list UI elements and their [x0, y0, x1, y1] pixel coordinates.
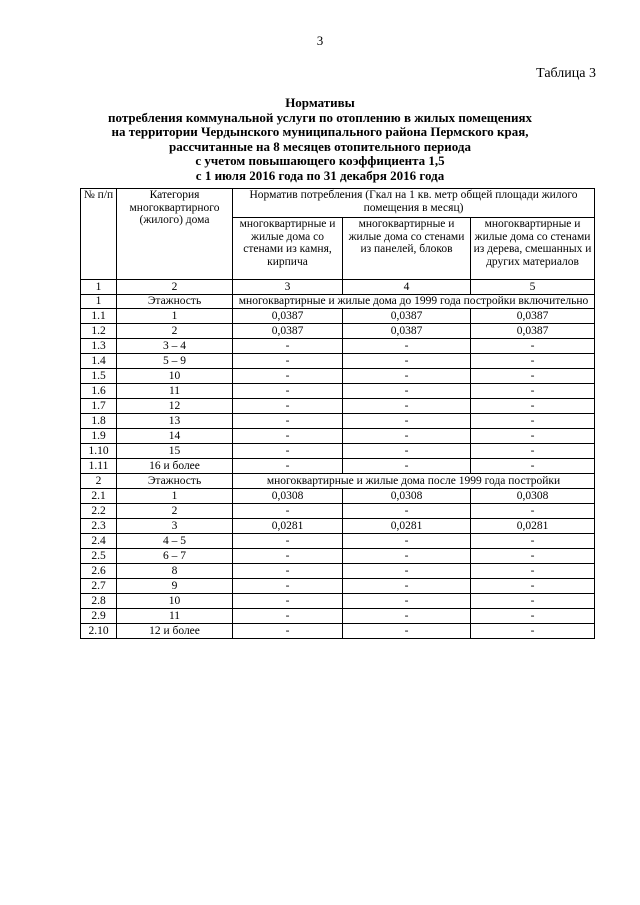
- section-2-header: [81, 473, 595, 488]
- value-panel: 0,0281: [343, 518, 471, 533]
- table-row: [81, 338, 595, 353]
- value-wood: -: [471, 623, 595, 638]
- value-panel: 0,0308: [343, 488, 471, 503]
- value-wood: -: [471, 338, 595, 353]
- value-stone: -: [233, 428, 343, 443]
- section-label: Этажность: [117, 473, 233, 488]
- row-floors: 12: [117, 398, 233, 413]
- table-row: [81, 428, 595, 443]
- table-row: [81, 488, 595, 503]
- table-row: [81, 578, 595, 593]
- value-wood: -: [471, 608, 595, 623]
- row-number: 1.10: [81, 443, 117, 458]
- table-row: [81, 623, 595, 638]
- value-wood: -: [471, 563, 595, 578]
- row-number: 2.5: [81, 548, 117, 563]
- row-number: 2.3: [81, 518, 117, 533]
- title-line: с учетом повышающего коэффициента 1,5: [195, 153, 445, 168]
- value-wood: -: [471, 578, 595, 593]
- row-number: 1.1: [81, 308, 117, 323]
- table-row: [81, 608, 595, 623]
- table-row: [81, 368, 595, 383]
- row-floors: 11: [117, 383, 233, 398]
- table-row: [81, 533, 595, 548]
- value-wood: -: [471, 548, 595, 563]
- document-title: [60, 96, 580, 183]
- column-number: 1: [81, 280, 117, 295]
- column-number-row: [81, 280, 595, 295]
- row-floors: 5 – 9: [117, 353, 233, 368]
- row-floors: 3 – 4: [117, 338, 233, 353]
- header-row: [81, 189, 595, 218]
- row-floors: 14: [117, 428, 233, 443]
- row-number: 1.3: [81, 338, 117, 353]
- value-stone: -: [233, 593, 343, 608]
- row-floors: 2: [117, 503, 233, 518]
- column-number: 3: [233, 280, 343, 295]
- header-num: № п/п: [81, 189, 117, 280]
- column-number: 2: [117, 280, 233, 295]
- value-wood: 0,0387: [471, 308, 595, 323]
- value-panel: -: [343, 368, 471, 383]
- value-panel: -: [343, 578, 471, 593]
- section-description: многоквартирные и жилые дома после 1999 года постройки: [233, 473, 595, 488]
- row-floors: 1: [117, 308, 233, 323]
- table-row: [81, 383, 595, 398]
- section-label: Этажность: [117, 295, 233, 309]
- value-panel: -: [343, 593, 471, 608]
- value-stone: -: [233, 443, 343, 458]
- row-number: 2.4: [81, 533, 117, 548]
- row-number: 1.4: [81, 353, 117, 368]
- row-floors: 8: [117, 563, 233, 578]
- table-row: [81, 503, 595, 518]
- value-stone: -: [233, 368, 343, 383]
- table-row: [81, 563, 595, 578]
- column-number: 4: [343, 280, 471, 295]
- value-stone: 0,0281: [233, 518, 343, 533]
- row-number: 2.6: [81, 563, 117, 578]
- value-wood: -: [471, 353, 595, 368]
- value-stone: 0,0308: [233, 488, 343, 503]
- row-floors: 2: [117, 323, 233, 338]
- row-floors: 12 и более: [117, 623, 233, 638]
- value-stone: -: [233, 548, 343, 563]
- value-stone: -: [233, 563, 343, 578]
- value-wood: 0,0387: [471, 323, 595, 338]
- title-line: потребления коммунальной услуги по отоплению в жилых помещениях: [108, 109, 532, 125]
- value-stone: -: [233, 338, 343, 353]
- row-number: 1.2: [81, 323, 117, 338]
- row-floors: 16 и более: [117, 458, 233, 473]
- value-wood: -: [471, 443, 595, 458]
- value-wood: -: [471, 368, 595, 383]
- value-stone: -: [233, 623, 343, 638]
- value-wood: -: [471, 413, 595, 428]
- row-number: 1.7: [81, 398, 117, 413]
- value-panel: -: [343, 413, 471, 428]
- value-panel: -: [343, 458, 471, 473]
- value-stone: -: [233, 608, 343, 623]
- table-row: [81, 518, 595, 533]
- value-panel: -: [343, 383, 471, 398]
- column-number: 5: [471, 280, 595, 295]
- row-floors: 11: [117, 608, 233, 623]
- value-stone: -: [233, 413, 343, 428]
- row-number: 1.8: [81, 413, 117, 428]
- value-wood: 0,0281: [471, 518, 595, 533]
- table-row: [81, 458, 595, 473]
- norms-table: [80, 188, 595, 639]
- header-norm: Норматив потребления (Гкал на 1 кв. метр общей площади жилого помещения в месяц): [233, 189, 595, 218]
- value-panel: -: [343, 608, 471, 623]
- section-1-header: [81, 295, 595, 309]
- subheader-wood: многоквартирные и жилые дома со стенами из дерева, смешанных и других материалов: [471, 218, 595, 280]
- table-label: Таблица 3: [536, 66, 596, 81]
- value-panel: -: [343, 563, 471, 578]
- row-floors: 9: [117, 578, 233, 593]
- value-panel: -: [343, 353, 471, 368]
- table-row: [81, 443, 595, 458]
- value-panel: -: [343, 443, 471, 458]
- table-row: [81, 353, 595, 368]
- table-row: [81, 548, 595, 563]
- row-floors: 1: [117, 488, 233, 503]
- section-number: 2: [81, 473, 117, 488]
- value-stone: -: [233, 398, 343, 413]
- value-panel: 0,0387: [343, 323, 471, 338]
- value-panel: -: [343, 338, 471, 353]
- value-panel: 0,0387: [343, 308, 471, 323]
- table-row: [81, 593, 595, 608]
- value-panel: -: [343, 398, 471, 413]
- subheader-panel: многоквартирные и жилые дома со стенами из панелей, блоков: [343, 218, 471, 280]
- row-number: 1.5: [81, 368, 117, 383]
- table-row: [81, 308, 595, 323]
- value-wood: -: [471, 458, 595, 473]
- value-wood: -: [471, 383, 595, 398]
- row-number: 2.7: [81, 578, 117, 593]
- title-line: Нормативы: [285, 95, 355, 110]
- section-number: 1: [81, 295, 117, 309]
- table-row: [81, 413, 595, 428]
- row-number: 2.9: [81, 608, 117, 623]
- row-floors: 13: [117, 413, 233, 428]
- row-number: 2.10: [81, 623, 117, 638]
- header-category: Категория многоквартирного (жилого) дома: [117, 189, 233, 280]
- value-stone: -: [233, 353, 343, 368]
- row-number: 1.9: [81, 428, 117, 443]
- row-floors: 3: [117, 518, 233, 533]
- value-panel: -: [343, 428, 471, 443]
- value-stone: -: [233, 383, 343, 398]
- value-panel: -: [343, 623, 471, 638]
- value-stone: 0,0387: [233, 308, 343, 323]
- row-number: 1.6: [81, 383, 117, 398]
- row-floors: 10: [117, 593, 233, 608]
- row-number: 2.2: [81, 503, 117, 518]
- value-stone: -: [233, 503, 343, 518]
- row-floors: 4 – 5: [117, 533, 233, 548]
- value-stone: -: [233, 578, 343, 593]
- row-floors: 10: [117, 368, 233, 383]
- row-floors: 15: [117, 443, 233, 458]
- value-wood: -: [471, 593, 595, 608]
- table-row: [81, 398, 595, 413]
- value-panel: -: [343, 533, 471, 548]
- value-panel: -: [343, 548, 471, 563]
- value-wood: -: [471, 533, 595, 548]
- value-stone: 0,0387: [233, 323, 343, 338]
- subheader-stone: многоквартирные и жилые дома со стенами из камня, кирпича: [233, 218, 343, 280]
- value-wood: -: [471, 398, 595, 413]
- value-stone: -: [233, 458, 343, 473]
- value-panel: -: [343, 503, 471, 518]
- section-description: многоквартирные и жилые дома до 1999 года постройки включительно: [233, 295, 595, 309]
- row-number: 2.1: [81, 488, 117, 503]
- row-floors: 6 – 7: [117, 548, 233, 563]
- row-number: 2.8: [81, 593, 117, 608]
- row-number: 1.11: [81, 458, 117, 473]
- value-wood: -: [471, 503, 595, 518]
- value-wood: -: [471, 428, 595, 443]
- page-number: 3: [316, 33, 324, 48]
- value-stone: -: [233, 533, 343, 548]
- title-line: с 1 июля 2016 года по 31 декабря 2016 года: [195, 167, 445, 183]
- title-line: рассчитанные на 8 месяцев отопительного периода: [169, 138, 471, 154]
- table-row: [81, 323, 595, 338]
- value-wood: 0,0308: [471, 488, 595, 503]
- title-line: на территории Чердынского муниципального района Пермского края,: [111, 124, 529, 139]
